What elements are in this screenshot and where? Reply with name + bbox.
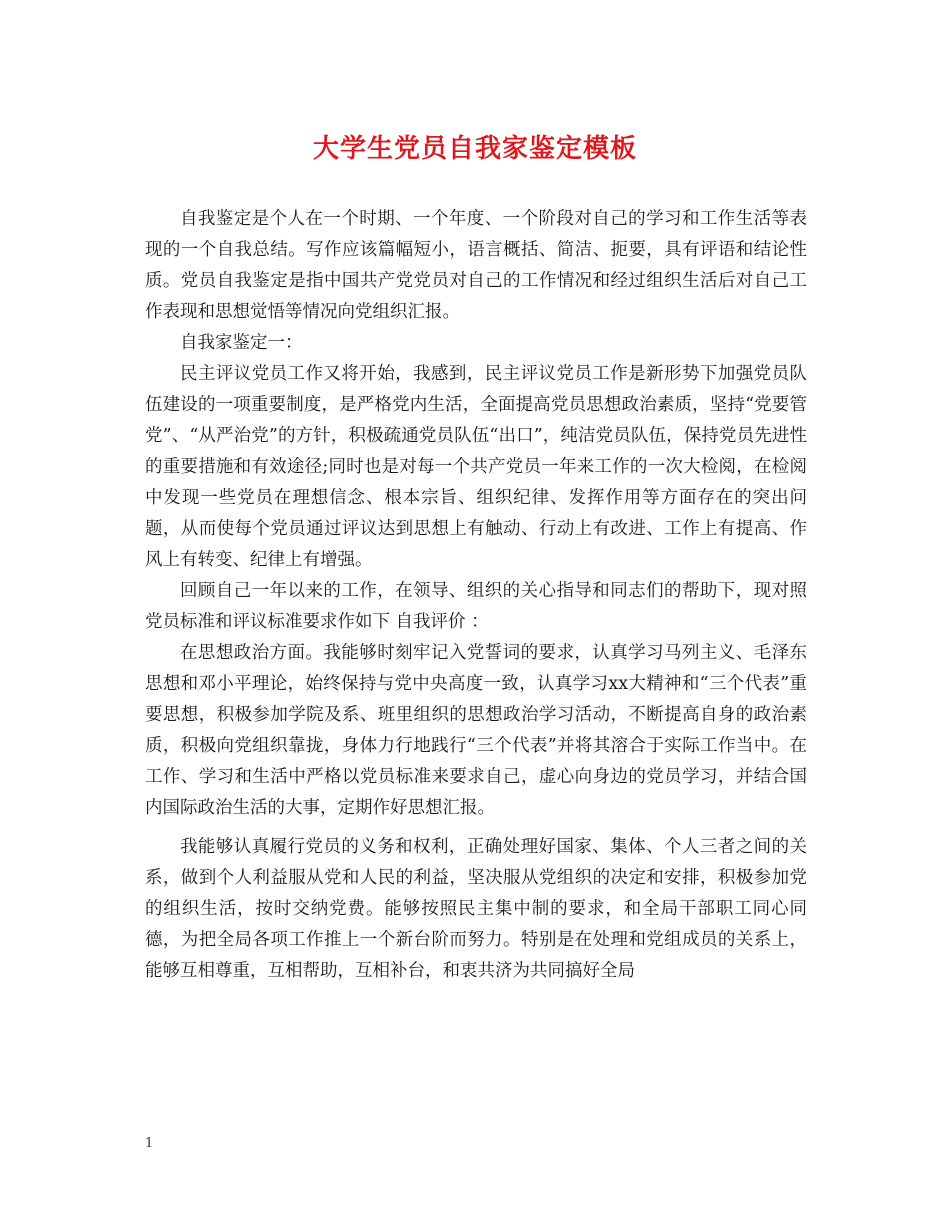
page-number: 1	[145, 1136, 154, 1151]
paragraph-heading-one: 自我家鉴定一：	[180, 333, 303, 353]
paragraph-political-thought: 在思想政治方面。我能够时刻牢记入党誓词的要求，认真学习马列主义、毛泽东思想和邓小平理论，始终保持与党中央高度一致，认真学习xx大精神和“三个代表”重要思想，积极参加学院及系、班里组织的思想政治学习活动，不断提高自身的政治素质，积极向党组织靠拢，身体力行地践行“三个代表”并将其溶合于实际工作当中。在工作、学习和生活中严格以党员标准来要求自己，虚心向身边的党员学习，并结合国内国际政治生活的大事，定期作好思想汇报。	[145, 643, 807, 818]
document-body	[145, 204, 807, 987]
paragraph-democratic-review: 民主评议党员工作又将开始，我感到，民主评议党员工作是新形势下加强党员队伍建设的一项重要制度，是严格党内生活，全面提高党员思想政治素质，坚持“党要管党”、“从严治党”的方针，积极疏通党员队伍“出口”，纯洁党员队伍，保持党员先进性的重要措施和有效途径;同时也是对每一个共产党员一年来工作的一次大检阅，在检阅中发现一些党员在理想信念、根本宗旨、组织纪律、发挥作用等方面存在的突出问题，从而使每个党员通过评议达到思想上有触动、行动上有改进、工作上有提高、作风上有转变、纪律上有增强。	[145, 364, 807, 570]
paragraph-intro: 自我鉴定是个人在一个时期、一个年度、一个阶段对自己的学习和工作生活等表现的一个自我总结。写作应该篇幅短小，语言概括、简洁、扼要，具有评语和结论性质。党员自我鉴定是指中国共产党党员对自己的工作情况和经过组织生活后对自己工作表现和思想觉悟等情况向党组织汇报。	[145, 209, 807, 322]
paragraph-review-year: 回顾自己一年以来的工作，在领导、组织的关心指导和同志们的帮助下，现对照党员标准和评议标准要求作如下 自我评价 ：	[145, 581, 807, 632]
paragraph-duties: 我能够认真履行党员的义务和权利，正确处理好国家、集体、个人三者之间的关系，做到个人利益服从党和人民的利益，坚决服从党组织的决定和安排，积极参加党的组织生活，按时交纳党费。能够按照民主集中制的要求，和全局干部职工同心同德，为把全局各项工作推上一个新台阶而努力。特别是在处理和党组成员的关系上，能够互相尊重，互相帮助，互相补台，和衷共济为共同搞好全局	[145, 837, 807, 981]
document-title: 大学生党员自我家鉴定模板	[312, 134, 637, 164]
